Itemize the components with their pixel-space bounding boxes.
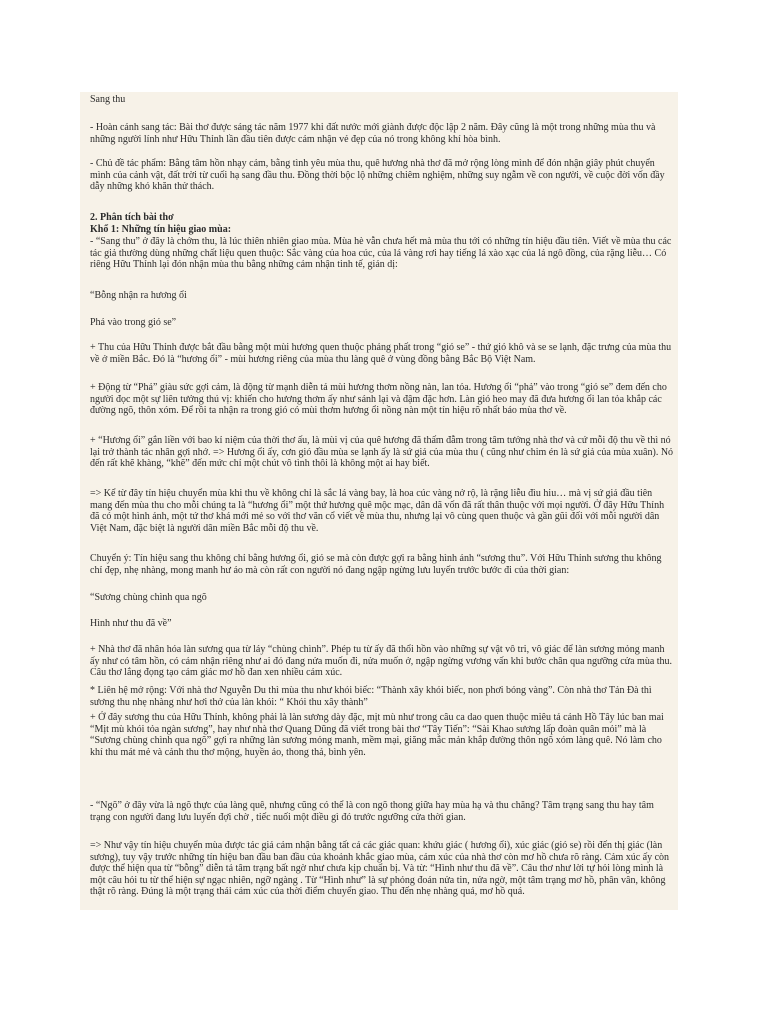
paragraph-stanza-1: - “Sang thu” ở đây là chớm thu, là lúc thiên nhiên giao mùa. Mùa hè vẫn chưa hết mà mùa thu tới có những tín hiệu đầu tiên. Viết về mùa thu các tác giả thường dùng những chất liệu quen thuộc: Sắc vàng của hoa cúc, của lá vàng rơi hay tiếng lá xào xạc của lá ngô đồng, của rặng liễu… Có riêng Hữu Thỉnh lại đón nhận mùa thu bằng những cảm nhận tinh tế, giản dị: [90, 236, 672, 271]
verse-line-3: “Sương chùng chình qua ngõ [90, 592, 207, 603]
document-title: Sang thu [90, 94, 126, 105]
paragraph-bullet-1: + Thu của Hữu Thỉnh được bắt đầu bằng một mùi hương quen thuộc phảng phất trong “gió se” - thứ gió khô và se se lạnh, đặc trưng của mùa thu về ở miền Bắc. Đó là “hương ổi” - mùi hương riêng của mùa thu làng quê ở vùng đồng bằng Bắc Bộ Việt Nam. [90, 342, 672, 365]
paragraph-theme: - Chủ đề tác phẩm: Bằng tâm hồn nhạy cảm, bằng tình yêu mùa thu, quê hương nhà thơ đã mở rộng lòng mình để đón nhận giây phút chuyển mình của cảnh vật, đất trời từ cuối hạ sang đầu thu. Đồng thời bộc lộ những chiêm nghiệm, những suy ngẫm về con người, về cuộc đời vốn đầy dẫy những khó khăn thử thách. [90, 158, 665, 193]
paragraph-context: - Hoàn cảnh sang tác: Bài thơ được sáng tác năm 1977 khi đất nước mới giành được độc lập 2 năm. Đây cũng là một trong những mùa thu và những người lính như Hữu Thỉnh lần đầu tiên được cảm nhận vẻ đẹp của nó trong không khí hòa bình. [90, 122, 656, 145]
paragraph-bullet-3: + “Hương ổi” gắn liền với bao kỉ niệm của thời thơ ấu, là mùi vị của quê hương đã thấm đẫm trong tâm tưởng nhà thơ và cứ mỗi độ thu về thì nó lại trở thành tác nhân gợi nhớ. => Hương ổi ấy, cơn gió đầu mùa se lạnh ấy là sứ giả của mùa thu ( cũng như chim én là sứ giả của mùa xuân). Nó đến rất khẽ khàng, “khẽ” đến mức chỉ một chút vô tình thôi là không một ai hay biết. [90, 435, 674, 470]
paragraph-transition: Chuyển ý: Tín hiệu sang thu không chỉ bằng hương ổi, gió se mà còn được gợi ra bằng hình ảnh “sương thu”. Với Hữu Thỉnh sương thu không chỉ đẹp, nhẹ nhàng, mong manh hư ảo mà còn rất con người nó đang ngập ngừng lưu luyến trước bước đi của thời gian: [90, 553, 662, 576]
verse-line-2: Phả vào trong gió se” [90, 317, 177, 328]
document-page [80, 92, 678, 910]
paragraph-bullet-5: + Nhà thơ đã nhân hóa làn sương qua từ láy “chùng chình”. Phép tu từ ấy đã thổi hồn vào những sự vật vô tri, vô giác để làn sương mỏng manh ấy như có tâm hồn, có cảm nhận riêng như ai đó đang nửa muốn đi, nửa muốn ở, ngập ngừng vương vấn khi bước chân qua ngưỡng cửa mùa thu. Câu thơ lắng đọng tạo cảm giác mơ hồ đan xen nhiều cảm xúc. [90, 644, 673, 679]
paragraph-bullet-7: + Ở đây sương thu của Hữu Thỉnh, không phải là làn sương dày đặc, mịt mù như trong câu ca dao quen thuộc miêu tả cảnh Hồ Tây lúc ban mai “Mịt mù khói tỏa ngàn sương”, hay như nhà thơ Quang Dũng đã viết trong bài thơ “Tây Tiến”: “Sài Khao sương lấp đoàn quân mỏi” mà là “Sương chùng chình qua ngõ” gợi ra những làn sương mỏng manh, mềm mại, giăng mắc mản khắp đường thôn ngõ xóm làng quê. Nó làm cho khí thu mát mẻ và cảnh thu thơ mộng, huyền ảo, thong thả, bình yên. [90, 712, 664, 758]
paragraph-bullet-8: - “Ngõ” ở đây vừa là ngõ thực của làng quê, nhưng cũng có thể là con ngõ thong giữa hay mùa hạ và thu chăng? Tâm trạng sang thu hay tâm trạng con người đang lưu luyến đợi chờ , tiếc nuối một điều gì đó trước ngưỡng cửa thời gian. [90, 800, 654, 823]
paragraph-bullet-9: => Như vậy tín hiệu chuyển mùa được tác giả cảm nhận bằng tất cả các giác quan: khứu giác ( hương ổi), xúc giác (gió se) rồi đến thị giác (làn sương), tuy vậy trước những tín hiệu ban đầu ban đầu của khoảnh khắc giao mùa, cảm xúc của nhà thơ còn mơ hồ chưa rõ ràng. Cảm xúc ấy còn được thể hiện qua từ “bỗng” diễn tả tâm trạng bất ngờ như chưa kịp chuẩn bị. Và từ: “Hình như thu đã về”. Câu thơ như lời tự hỏi lòng mình là một câu hỏi tu từ thể hiện sự ngạc nhiên, ngỡ ngàng . Từ “Hình như” là sự phỏng đoán nửa tin, nửa ngờ, một tâm trạng mơ hồ, phân vân, không thật rõ ràng. Đúng là một trạng thái cảm xúc của thời điểm chuyển giao. Thu đến nhẹ nhàng quá, mơ hồ quá. [90, 840, 670, 898]
paragraph-bullet-6: * Liên hệ mở rộng: Với nhà thơ Nguyễn Du thì mùa thu như khói biếc: “Thành xây khói biếc, non phơi bóng vàng”. Còn nhà thơ Tản Đà thì sương thu nhẹ nhàng như hơi thở của làn khói: “ Khói thu xây thành” [90, 685, 652, 708]
verse-line-4: Hình như thu đã về” [90, 618, 172, 629]
paragraph-bullet-2: + Động từ “Phả” giàu sức gợi cảm, là động từ mạnh diễn tả mùi hương thơm nồng nàn, lan tỏa. Hương ổi “phả” vào trong “gió se” đem đến cho người đọc một sự liên tưởng thú vị: khiến cho hương thơm ấy như sánh lại và đậm đặc hơn. Làn gió heo may đã đưa hương ổi lan tỏa khắp các đường ngõ, thôn xóm. Để rồi ta nhận ra trong gió có mùi thơm hương ổi nồng nàn một tín hiệu rõ nhất báo mùa thơ về. [90, 382, 667, 417]
heading-stanza-1: Khổ 1: Những tín hiệu giao mùa: [90, 224, 232, 235]
heading-analysis: 2. Phân tích bài thơ [90, 212, 174, 223]
paragraph-bullet-4: => Kể từ đây tín hiệu chuyển mùa khi thu về không chỉ là sắc lá vàng bay, là hoa cúc vàng nở rộ, là rặng liễu đìu hiu… mà vị sứ giả đầu tiên mang đến mùa thu cho mỗi chúng ta là “hương ổi” một thứ hương quê mộc mạc, dân dã vốn đã rất thân thuộc với mọi người. Ở đây Hữu Thỉnh đã có một hình ảnh, một tứ thơ khá mới mẻ so với thơ văn cổ viết về mùa thu, nhưng lại vô cùng quen thuộc và gần gũi đối với mỗi người dân Việt Nam, đặc biệt là người dân miền Bắc mỗi độ thu về. [90, 488, 665, 534]
verse-line-1: “Bỗng nhận ra hương ổi [90, 290, 187, 301]
